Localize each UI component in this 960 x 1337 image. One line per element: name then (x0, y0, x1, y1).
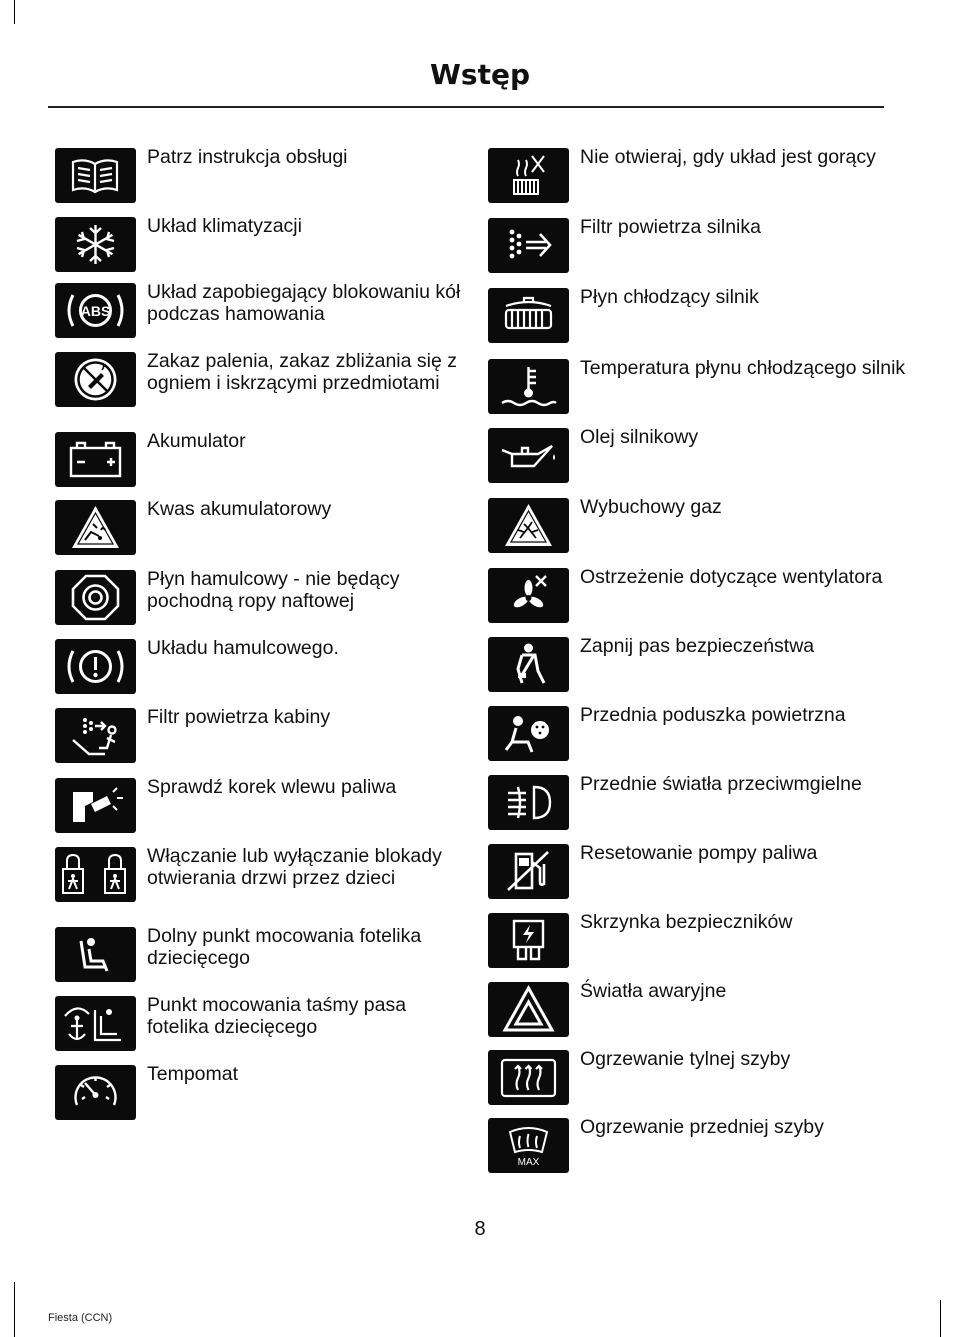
symbol-label: Układ zapobiegający blokowaniu kół podczas hamowania (147, 281, 461, 325)
symbol-label: Patrz instrukcja obsługi (147, 146, 348, 168)
no-smoking-icon (55, 352, 136, 407)
symbol-label: Resetowanie pompy paliwa (580, 842, 818, 864)
cabin-air-filter-icon (55, 708, 136, 763)
symbol-label: Skrzynka bezpieczników (580, 911, 793, 933)
child-seat-anchor-icon (55, 927, 136, 982)
airbag-icon (488, 706, 569, 761)
symbol-label: Temperatura płynu chłodzącego silnik (580, 357, 906, 379)
fuse-box-icon (488, 913, 569, 968)
symbol-label: Układu hamulcowego. (147, 637, 339, 659)
symbol-label: Włączanie lub wyłączanie blokady otwierania drzwi przez dzieci (147, 845, 442, 889)
symbol-label: Nie otwieraj, gdy układ jest gorący (580, 146, 876, 168)
symbol-label: Sprawdź korek wlewu paliwa (147, 776, 397, 798)
title-rule (48, 106, 884, 108)
symbol-label: Zakaz palenia, zakaz zbliżania się z ogniem i iskrzącymi przedmiotami (147, 350, 457, 394)
fog-light-icon (488, 775, 569, 830)
hot-radiator-icon (488, 148, 569, 203)
brake-system-icon (55, 639, 136, 694)
coolant-temperature-icon (488, 359, 569, 414)
symbol-label: Płyn hamulcowy - nie będący pochodną ropy naftowej (147, 568, 400, 612)
page-title: Wstęp (430, 58, 530, 91)
symbol-label: Filtr powietrza silnika (580, 216, 761, 238)
page-number: 8 (474, 1218, 486, 1240)
symbol-label: Ogrzewanie przedniej szyby (580, 1116, 824, 1138)
hazard-icon (488, 982, 569, 1037)
rear-defrost-icon (488, 1050, 569, 1105)
child-lock-icon (55, 847, 136, 902)
symbol-label: Płyn chłodzący silnik (580, 286, 759, 308)
engine-air-filter-icon (488, 218, 569, 273)
symbol-label: Układ klimatyzacji (147, 215, 302, 237)
explosive-gas-icon (488, 498, 569, 553)
symbol-label: Ostrzeżenie dotyczące wentylatora (580, 566, 883, 588)
book-icon (55, 148, 136, 203)
oil-can-icon (488, 428, 569, 483)
crop-mark-bottom-left (14, 1282, 15, 1337)
abs-icon (55, 283, 136, 338)
fan-warning-icon (488, 568, 569, 623)
child-seat-tether-icon (55, 996, 136, 1051)
svg-text:ABS: ABS (80, 303, 111, 319)
battery-acid-icon (55, 500, 136, 555)
symbol-label: Olej silnikowy (580, 426, 699, 448)
symbol-label: Akumulator (147, 430, 246, 452)
snowflake-icon (55, 217, 136, 272)
crop-mark-bottom-right (940, 1300, 941, 1337)
front-defrost-icon (488, 1118, 569, 1173)
brake-fluid-icon (55, 570, 136, 625)
symbol-label: Punkt mocowania taśmy pasa fotelika dziecięcego (147, 994, 407, 1038)
symbol-label: Zapnij pas bezpieczeństwa (580, 635, 815, 657)
fuel-cap-icon (55, 778, 136, 833)
symbol-label: Tempomat (147, 1063, 239, 1085)
symbol-label: Kwas akumulatorowy (147, 498, 332, 520)
symbol-label: Przednie światła przeciwmgielne (580, 773, 862, 795)
symbol-label: Przednia poduszka powietrzna (580, 704, 846, 726)
symbol-label: Dolny punkt mocowania fotelika dziecięcego (147, 925, 422, 969)
coolant-icon (488, 288, 569, 343)
seatbelt-icon (488, 637, 569, 692)
battery-icon (55, 432, 136, 487)
crop-mark-top-left (14, 0, 15, 24)
cruise-control-icon (55, 1065, 136, 1120)
max-label: MAX (517, 1157, 540, 1168)
symbol-label: Filtr powietrza kabiny (147, 706, 331, 728)
symbol-label: Wybuchowy gaz (580, 496, 722, 518)
symbol-label: Światła awaryjne (580, 980, 727, 1002)
fuel-pump-reset-icon (488, 844, 569, 899)
symbol-label: Ogrzewanie tylnej szyby (580, 1048, 791, 1070)
footer-model: Fiesta (CCN) (48, 1312, 113, 1324)
